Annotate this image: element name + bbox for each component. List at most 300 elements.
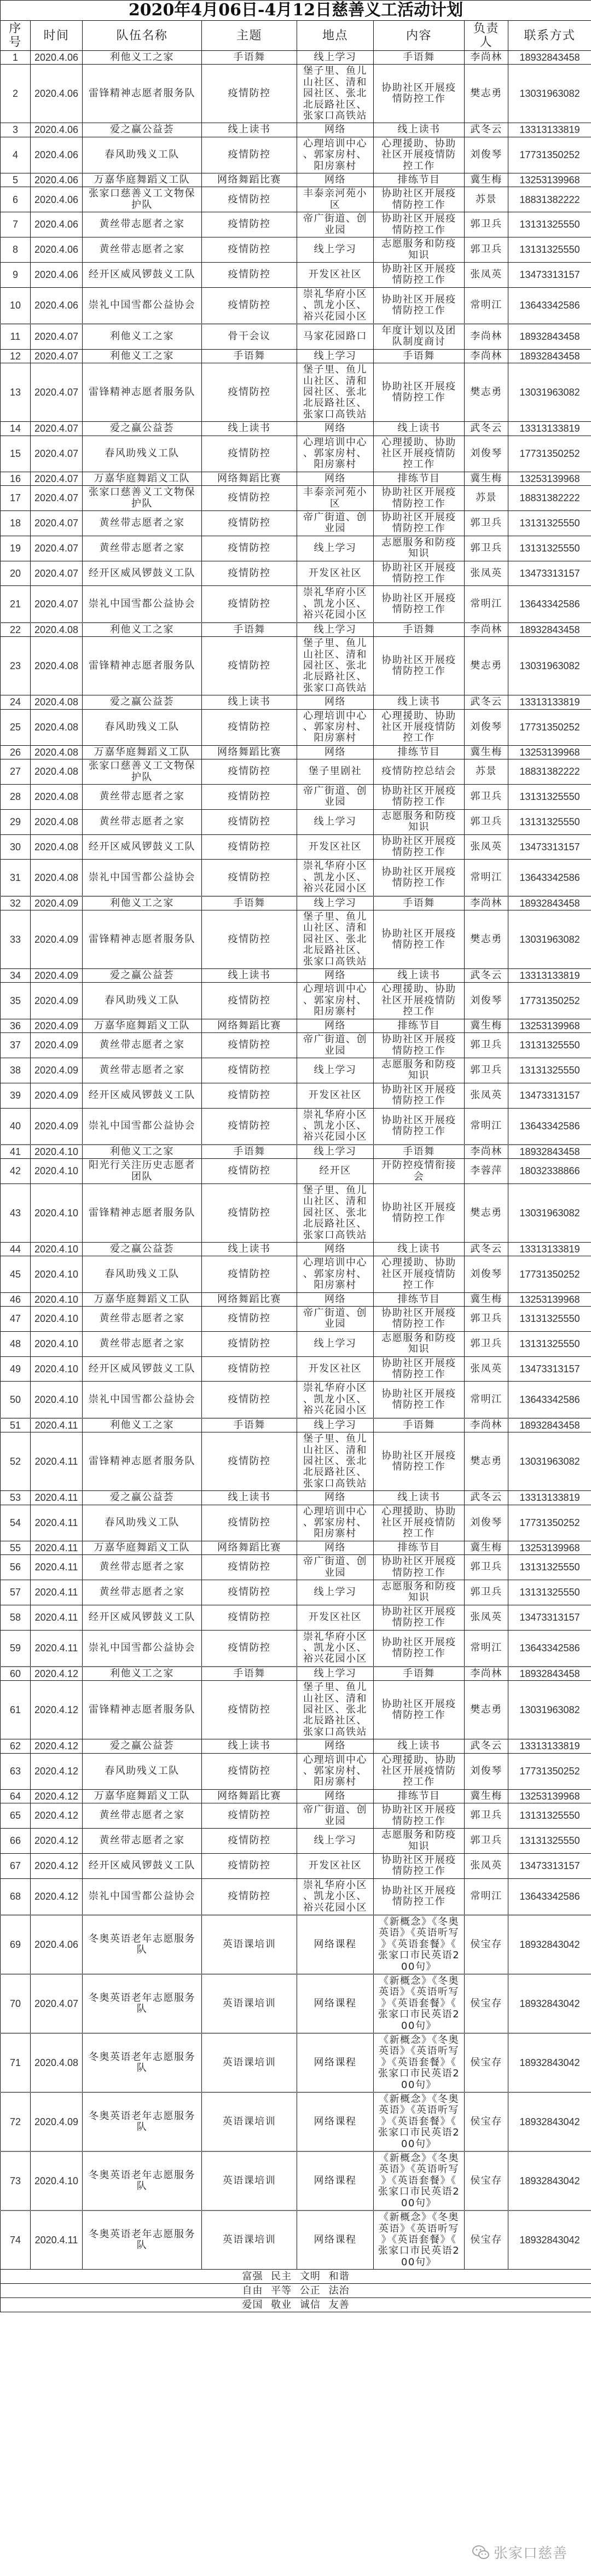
cell-contact: 13131325550	[508, 1331, 591, 1356]
cell-theme: 疫情防控	[202, 436, 297, 472]
cell-team-name: 万嘉华庭舞蹈义工队	[83, 1541, 202, 1554]
cell-date: 2020.4.11	[31, 1418, 83, 1432]
cell-person-in-charge: 侯宝存	[465, 2033, 508, 2092]
cell-theme: 疫情防控	[202, 1382, 297, 1418]
cell-team-name: 崇礼中国雪都公益协会	[83, 860, 202, 896]
cell-date: 2020.4.10	[31, 1292, 83, 1306]
cell-contact: 17731350252	[508, 709, 591, 745]
cell-content: 协助社区开展疫情防控工作	[374, 1878, 465, 1915]
cell-contact: 13031963082	[508, 637, 591, 695]
cell-date: 2020.4.12	[31, 1803, 83, 1829]
table-row	[1, 237, 591, 263]
table-row	[1, 860, 591, 896]
cell-date: 2020.4.07	[31, 1974, 83, 2033]
cell-person-in-charge: 李尚林	[465, 51, 508, 65]
cell-team-name: 雷锋精神志愿者服务队	[83, 65, 202, 123]
cell-person-in-charge: 樊志勇	[465, 1432, 508, 1491]
cell-contact: 18932843042	[508, 1974, 591, 2033]
cell-location: 堡子里、鱼儿山社区、清和园社区、张北北辰路社区、张家口高铁站	[297, 910, 374, 969]
cell-number: 65	[1, 1803, 31, 1829]
cell-location: 帝广街道、创业园	[297, 784, 374, 809]
cell-contact: 13473313157	[508, 262, 591, 287]
table-row	[1, 2151, 591, 2211]
cell-number: 3	[1, 123, 31, 137]
table-row	[1, 561, 591, 586]
cell-date: 2020.4.06	[31, 123, 83, 137]
cell-number: 58	[1, 1605, 31, 1630]
cell-content: 手语舞	[374, 623, 465, 637]
cell-person-in-charge: 李尚林	[465, 1667, 508, 1681]
cell-content: 志愿服务和防疫知识	[374, 809, 465, 834]
cell-team-name: 崇礼中国雪都公益协会	[83, 1108, 202, 1145]
cell-person-in-charge: 李蓉萍	[465, 1159, 508, 1184]
cell-contact: 13643342586	[508, 1630, 591, 1667]
cell-team-name: 万嘉华庭舞蹈义工队	[83, 1789, 202, 1803]
cell-date: 2020.4.10	[31, 2151, 83, 2211]
cell-number: 44	[1, 1243, 31, 1256]
cell-person-in-charge: 樊志勇	[465, 637, 508, 695]
cell-number: 21	[1, 586, 31, 623]
cell-content: 协助社区开展疫情防控工作	[374, 212, 465, 237]
cell-team-name: 春风助残义工队	[83, 436, 202, 472]
cell-location: 经开区	[297, 1159, 374, 1184]
table-row	[1, 1580, 591, 1605]
cell-team-name: 黄丝带志愿者之家	[83, 1555, 202, 1580]
cell-contact: 17731350252	[508, 1505, 591, 1541]
cell-content: 协助社区开展疫情防控工作	[374, 262, 465, 287]
cell-location: 线上学习	[297, 349, 374, 363]
cell-theme: 线上读书	[202, 1491, 297, 1505]
table-row	[1, 1145, 591, 1159]
cell-team-name: 黄丝带志愿者之家	[83, 1307, 202, 1332]
cell-contact: 13313133819	[508, 695, 591, 709]
cell-person-in-charge: 郭卫兵	[465, 511, 508, 536]
table-row	[1, 1058, 591, 1083]
cell-contact: 18831382222	[508, 486, 591, 511]
cell-team-name: 冬奥英语老年志愿服务队	[83, 1915, 202, 1974]
cell-date: 2020.4.07	[31, 561, 83, 586]
cell-person-in-charge: 张凤英	[465, 1605, 508, 1630]
cell-content: 排练节目	[374, 1789, 465, 1803]
cell-theme: 疫情防控	[202, 1853, 297, 1878]
cell-theme: 疫情防控	[202, 1356, 297, 1382]
cell-theme: 疫情防控	[202, 1829, 297, 1854]
cell-number: 69	[1, 1915, 31, 1974]
table-row	[1, 51, 591, 65]
table-row	[1, 1243, 591, 1256]
cell-location: 心理培训中心、郭家房村、阳房寨村	[297, 137, 374, 173]
cell-contact: 18932843458	[508, 896, 591, 910]
cell-contact: 13031963082	[508, 1183, 591, 1242]
cell-number: 23	[1, 637, 31, 695]
cell-date: 2020.4.08	[31, 623, 83, 637]
cell-number: 8	[1, 237, 31, 263]
cell-date: 2020.4.10	[31, 1256, 83, 1292]
cell-person-in-charge: 郭卫兵	[465, 1058, 508, 1083]
cell-theme: 疫情防控	[202, 637, 297, 695]
cell-content: 协助社区开展疫情防控工作	[374, 561, 465, 586]
cell-content: 协助社区开展疫情防控工作	[374, 1108, 465, 1145]
column-header-theme: 主题	[202, 21, 297, 51]
cell-contact: 13253139968	[508, 173, 591, 187]
cell-content: 协助社区开展疫情防控工作	[374, 1307, 465, 1332]
cell-content: 线上读书	[374, 1491, 465, 1505]
cell-person-in-charge: 郭卫兵	[465, 1829, 508, 1854]
cell-team-name: 阳光行关注历史志愿者团队	[83, 1159, 202, 1184]
cell-contact: 13131325550	[508, 212, 591, 237]
cell-person-in-charge: 侯宝存	[465, 1915, 508, 1974]
cell-location: 堡子里、鱼儿山社区、清和园社区、张北北辰路社区、张家口高铁站	[297, 1681, 374, 1739]
cell-person-in-charge: 冀生梅	[465, 472, 508, 485]
cell-team-name: 黄丝带志愿者之家	[83, 1058, 202, 1083]
cell-content: 《新概念》《冬奥英语》《英语听写》《英语套餐》《张家口市民英语200句》	[374, 2151, 465, 2211]
cell-person-in-charge: 侯宝存	[465, 2151, 508, 2211]
cell-number: 73	[1, 2151, 31, 2211]
table-row	[1, 422, 591, 436]
cell-location: 堡子里剧社	[297, 759, 374, 785]
table-row	[1, 1630, 591, 1667]
cell-content: 线上读书	[374, 422, 465, 436]
cell-content: 排练节目	[374, 1541, 465, 1554]
cell-number: 16	[1, 472, 31, 485]
cell-number: 61	[1, 1681, 31, 1739]
cell-theme: 网络舞蹈比赛	[202, 472, 297, 485]
table-row	[1, 910, 591, 969]
cell-date: 2020.4.08	[31, 695, 83, 709]
cell-person-in-charge: 樊志勇	[465, 363, 508, 422]
cell-location: 开发区社区	[297, 561, 374, 586]
cell-contact: 13131325550	[508, 809, 591, 834]
cell-team-name: 崇礼中国雪都公益协会	[83, 1878, 202, 1915]
cell-content: 心理援助、协助社区开展疫情防控工作	[374, 1753, 465, 1789]
cell-team-name: 春风助残义工队	[83, 983, 202, 1019]
cell-team-name: 冬奥英语老年志愿服务队	[83, 2092, 202, 2151]
cell-date: 2020.4.06	[31, 287, 83, 324]
table-row	[1, 2033, 591, 2092]
cell-content: 协助社区开展疫情防控工作	[374, 1083, 465, 1108]
cell-theme: 英语课培训	[202, 2151, 297, 2211]
cell-person-in-charge: 郭卫兵	[465, 1307, 508, 1332]
cell-location: 帝广街道、创业园	[297, 1803, 374, 1829]
table-row	[1, 1432, 591, 1491]
cell-theme: 线上读书	[202, 1243, 297, 1256]
cell-theme: 手语舞	[202, 1418, 297, 1432]
cell-contact: 13473313157	[508, 834, 591, 860]
cell-person-in-charge: 常明江	[465, 1878, 508, 1915]
cell-contact: 18932843458	[508, 1145, 591, 1159]
cell-content: 协助社区开展疫情防控工作	[374, 65, 465, 123]
cell-number: 26	[1, 745, 31, 759]
cell-team-name: 崇礼中国雪都公益协会	[83, 1382, 202, 1418]
cell-number: 39	[1, 1083, 31, 1108]
table-row	[1, 1667, 591, 1681]
cell-theme: 疫情防控	[202, 1878, 297, 1915]
cell-content: 手语舞	[374, 1418, 465, 1432]
cell-date: 2020.4.12	[31, 1681, 83, 1739]
cell-team-name: 黄丝带志愿者之家	[83, 1803, 202, 1829]
cell-date: 2020.4.07	[31, 586, 83, 623]
cell-person-in-charge: 常明江	[465, 287, 508, 324]
cell-content: 协助社区开展疫情防控工作	[374, 784, 465, 809]
cell-date: 2020.4.07	[31, 349, 83, 363]
cell-contact: 13253139968	[508, 472, 591, 485]
cell-team-name: 春风助残义工队	[83, 1505, 202, 1541]
cell-team-name: 经开区威风锣鼓义工队	[83, 1605, 202, 1630]
cell-theme: 疫情防控	[202, 1505, 297, 1541]
cell-theme: 疫情防控	[202, 809, 297, 834]
cell-team-name: 黄丝带志愿者之家	[83, 1580, 202, 1605]
cell-location: 网络	[297, 123, 374, 137]
table-footer	[1, 2270, 591, 2312]
cell-location: 线上学习	[297, 896, 374, 910]
cell-person-in-charge: 张凤英	[465, 1853, 508, 1878]
cell-date: 2020.4.12	[31, 1753, 83, 1789]
table-row	[1, 436, 591, 472]
cell-person-in-charge: 武冬云	[465, 422, 508, 436]
cell-number: 1	[1, 51, 31, 65]
cell-contact: 13253139968	[508, 1789, 591, 1803]
cell-location: 网络	[297, 1491, 374, 1505]
cell-contact: 13131325550	[508, 1829, 591, 1854]
column-header-location: 地点	[297, 21, 374, 51]
cell-number: 12	[1, 349, 31, 363]
cell-team-name: 张家口慈善义工文物保护队	[83, 486, 202, 511]
cell-contact: 18032338866	[508, 1159, 591, 1184]
cell-content: 协助社区开展疫情防控工作	[374, 1605, 465, 1630]
cell-location: 开发区社区	[297, 262, 374, 287]
cell-location: 线上学习	[297, 1829, 374, 1854]
cell-team-name: 黄丝带志愿者之家	[83, 784, 202, 809]
cell-number: 57	[1, 1580, 31, 1605]
cell-team-name: 万嘉华庭舞蹈义工队	[83, 1292, 202, 1306]
cell-date: 2020.4.09	[31, 969, 83, 983]
cell-contact: 13031963082	[508, 65, 591, 123]
cell-theme: 疫情防控	[202, 1753, 297, 1789]
cell-theme: 疫情防控	[202, 759, 297, 785]
cell-theme: 疫情防控	[202, 1307, 297, 1332]
cell-number: 33	[1, 910, 31, 969]
cell-location: 心理培训中心、郭家房村、阳房寨村	[297, 436, 374, 472]
cell-date: 2020.4.12	[31, 1789, 83, 1803]
cell-date: 2020.4.09	[31, 1019, 83, 1032]
cell-team-name: 冬奥英语老年志愿服务队	[83, 2033, 202, 2092]
table-row	[1, 1753, 591, 1789]
cell-contact: 18932843042	[508, 2211, 591, 2270]
cell-number: 22	[1, 623, 31, 637]
cell-number: 30	[1, 834, 31, 860]
cell-theme: 网络舞蹈比赛	[202, 745, 297, 759]
title-row	[1, 1, 591, 21]
cell-date: 2020.4.12	[31, 1739, 83, 1753]
cell-team-name: 张家口慈善义工文物保护队	[83, 759, 202, 785]
cell-number: 7	[1, 212, 31, 237]
cell-location: 线上学习	[297, 1580, 374, 1605]
cell-team-name: 张家口慈善义工文物保护队	[83, 187, 202, 212]
cell-person-in-charge: 刘俊琴	[465, 1256, 508, 1292]
cell-team-name: 利他义工之家	[83, 324, 202, 349]
cell-content: 排练节目	[374, 1292, 465, 1306]
cell-content: 心理援助、协助社区开展疫情防控工作	[374, 709, 465, 745]
cell-date: 2020.4.08	[31, 745, 83, 759]
cell-contact: 13031963082	[508, 910, 591, 969]
cell-contact: 17731350252	[508, 1753, 591, 1789]
cell-theme: 手语舞	[202, 51, 297, 65]
cell-content: 年度计划以及团队制度商讨	[374, 324, 465, 349]
column-header-date: 时间	[31, 21, 83, 51]
cell-date: 2020.4.12	[31, 1829, 83, 1854]
cell-date: 2020.4.06	[31, 212, 83, 237]
cell-team-name: 黄丝带志愿者之家	[83, 511, 202, 536]
table-row	[1, 1681, 591, 1739]
cell-content: 心理援助、协助社区开展疫情防控工作	[374, 1505, 465, 1541]
cell-number: 53	[1, 1491, 31, 1505]
cell-date: 2020.4.06	[31, 237, 83, 263]
cell-team-name: 经开区威风锣鼓义工队	[83, 1083, 202, 1108]
cell-location: 线上学习	[297, 536, 374, 561]
cell-contact: 13131325550	[508, 1803, 591, 1829]
cell-date: 2020.4.07	[31, 436, 83, 472]
cell-contact: 18932843042	[508, 1915, 591, 1974]
cell-location: 心理培训中心、郭家房村、阳房寨村	[297, 983, 374, 1019]
table-row	[1, 695, 591, 709]
cell-theme: 疫情防控	[202, 137, 297, 173]
cell-location: 崇礼华府小区、凯龙小区、裕兴花园小区	[297, 586, 374, 623]
cell-date: 2020.4.08	[31, 637, 83, 695]
cell-theme: 手语舞	[202, 1145, 297, 1159]
table-row	[1, 745, 591, 759]
cell-theme: 线上读书	[202, 969, 297, 983]
cell-date: 2020.4.07	[31, 511, 83, 536]
cell-person-in-charge: 张凤英	[465, 561, 508, 586]
cell-number: 15	[1, 436, 31, 472]
cell-location: 帝广街道、创业园	[297, 1307, 374, 1332]
cell-number: 50	[1, 1382, 31, 1418]
cell-contact: 13643342586	[508, 1878, 591, 1915]
cell-person-in-charge: 冀生梅	[465, 1541, 508, 1554]
cell-team-name: 黄丝带志愿者之家	[83, 1829, 202, 1854]
table-row	[1, 472, 591, 485]
cell-team-name: 经开区威风锣鼓义工队	[83, 262, 202, 287]
cell-number: 37	[1, 1033, 31, 1058]
cell-team-name: 崇礼中国雪都公益协会	[83, 1630, 202, 1667]
cell-date: 2020.4.09	[31, 896, 83, 910]
cell-number: 31	[1, 860, 31, 896]
cell-contact: 13643342586	[508, 1108, 591, 1145]
cell-content: 志愿服务和防疫知识	[374, 237, 465, 263]
cell-content: 心理援助、协助社区开展疫情防控工作	[374, 1256, 465, 1292]
cell-location: 帝广街道、创业园	[297, 212, 374, 237]
cell-date: 2020.4.11	[31, 1505, 83, 1541]
cell-theme: 手语舞	[202, 349, 297, 363]
table-row	[1, 896, 591, 910]
table-row	[1, 1541, 591, 1554]
cell-person-in-charge: 常明江	[465, 586, 508, 623]
cell-content: 《新概念》《冬奥英语》《英语听写》《英语套餐》《张家口市民英语200句》	[374, 2211, 465, 2270]
table-row	[1, 637, 591, 695]
cell-date: 2020.4.06	[31, 65, 83, 123]
cell-team-name: 爱之赢公益荟	[83, 1243, 202, 1256]
cell-person-in-charge: 苏景	[465, 759, 508, 785]
cell-theme: 疫情防控	[202, 1803, 297, 1829]
cell-location: 网络课程	[297, 2211, 374, 2270]
cell-location: 网络	[297, 1739, 374, 1753]
cell-location: 网络	[297, 422, 374, 436]
cell-person-in-charge: 武冬云	[465, 1491, 508, 1505]
cell-date: 2020.4.11	[31, 1605, 83, 1630]
cell-location: 开发区社区	[297, 1853, 374, 1878]
table-row	[1, 349, 591, 363]
cell-location: 网络	[297, 695, 374, 709]
cell-contact: 13031963082	[508, 363, 591, 422]
cell-content: 手语舞	[374, 51, 465, 65]
cell-number: 11	[1, 324, 31, 349]
cell-contact: 13131325550	[508, 784, 591, 809]
table-row	[1, 287, 591, 324]
cell-person-in-charge: 郭卫兵	[465, 212, 508, 237]
cell-location: 线上学习	[297, 51, 374, 65]
table-row	[1, 1974, 591, 2033]
table-row	[1, 536, 591, 561]
cell-content: 手语舞	[374, 349, 465, 363]
cell-number: 40	[1, 1108, 31, 1145]
cell-number: 10	[1, 287, 31, 324]
cell-contact: 17731350252	[508, 436, 591, 472]
cell-date: 2020.4.07	[31, 324, 83, 349]
cell-contact: 18932843458	[508, 1418, 591, 1432]
cell-location: 网络	[297, 745, 374, 759]
table-row	[1, 834, 591, 860]
cell-contact: 13131325550	[508, 1307, 591, 1332]
cell-date: 2020.4.10	[31, 1243, 83, 1256]
cell-date: 2020.4.07	[31, 486, 83, 511]
cell-theme: 疫情防控	[202, 1256, 297, 1292]
cell-content: 排练节目	[374, 173, 465, 187]
cell-content: 心理援助、协助社区开展疫情防控工作	[374, 137, 465, 173]
cell-content: 手语舞	[374, 896, 465, 910]
cell-date: 2020.4.08	[31, 784, 83, 809]
cell-person-in-charge: 苏景	[465, 486, 508, 511]
cell-contact: 18932843042	[508, 2092, 591, 2151]
table-row	[1, 1803, 591, 1829]
cell-number: 20	[1, 561, 31, 586]
cell-person-in-charge: 张凤英	[465, 1083, 508, 1108]
cell-theme: 英语课培训	[202, 1974, 297, 2033]
cell-date: 2020.4.10	[31, 1382, 83, 1418]
cell-number: 42	[1, 1159, 31, 1184]
cell-content: 排练节目	[374, 472, 465, 485]
table-row	[1, 324, 591, 349]
cell-location: 线上学习	[297, 1145, 374, 1159]
cell-team-name: 利他义工之家	[83, 623, 202, 637]
cell-date: 2020.4.09	[31, 983, 83, 1019]
cell-contact: 13131325550	[508, 1580, 591, 1605]
table-row	[1, 1307, 591, 1332]
cell-contact: 13473313157	[508, 1083, 591, 1108]
table-row	[1, 969, 591, 983]
footer-row	[1, 2298, 591, 2312]
cell-contact: 17731350252	[508, 983, 591, 1019]
cell-number: 2	[1, 65, 31, 123]
cell-team-name: 黄丝带志愿者之家	[83, 809, 202, 834]
cell-person-in-charge: 郭卫兵	[465, 1331, 508, 1356]
table-row	[1, 1019, 591, 1032]
cell-location: 崇礼华府小区、凯龙小区、裕兴花园小区	[297, 1878, 374, 1915]
cell-theme: 网络舞蹈比赛	[202, 1789, 297, 1803]
cell-location: 网络课程	[297, 2033, 374, 2092]
cell-team-name: 春风助残义工队	[83, 709, 202, 745]
table-row	[1, 212, 591, 237]
cell-location: 丰泰亲河苑小区	[297, 187, 374, 212]
